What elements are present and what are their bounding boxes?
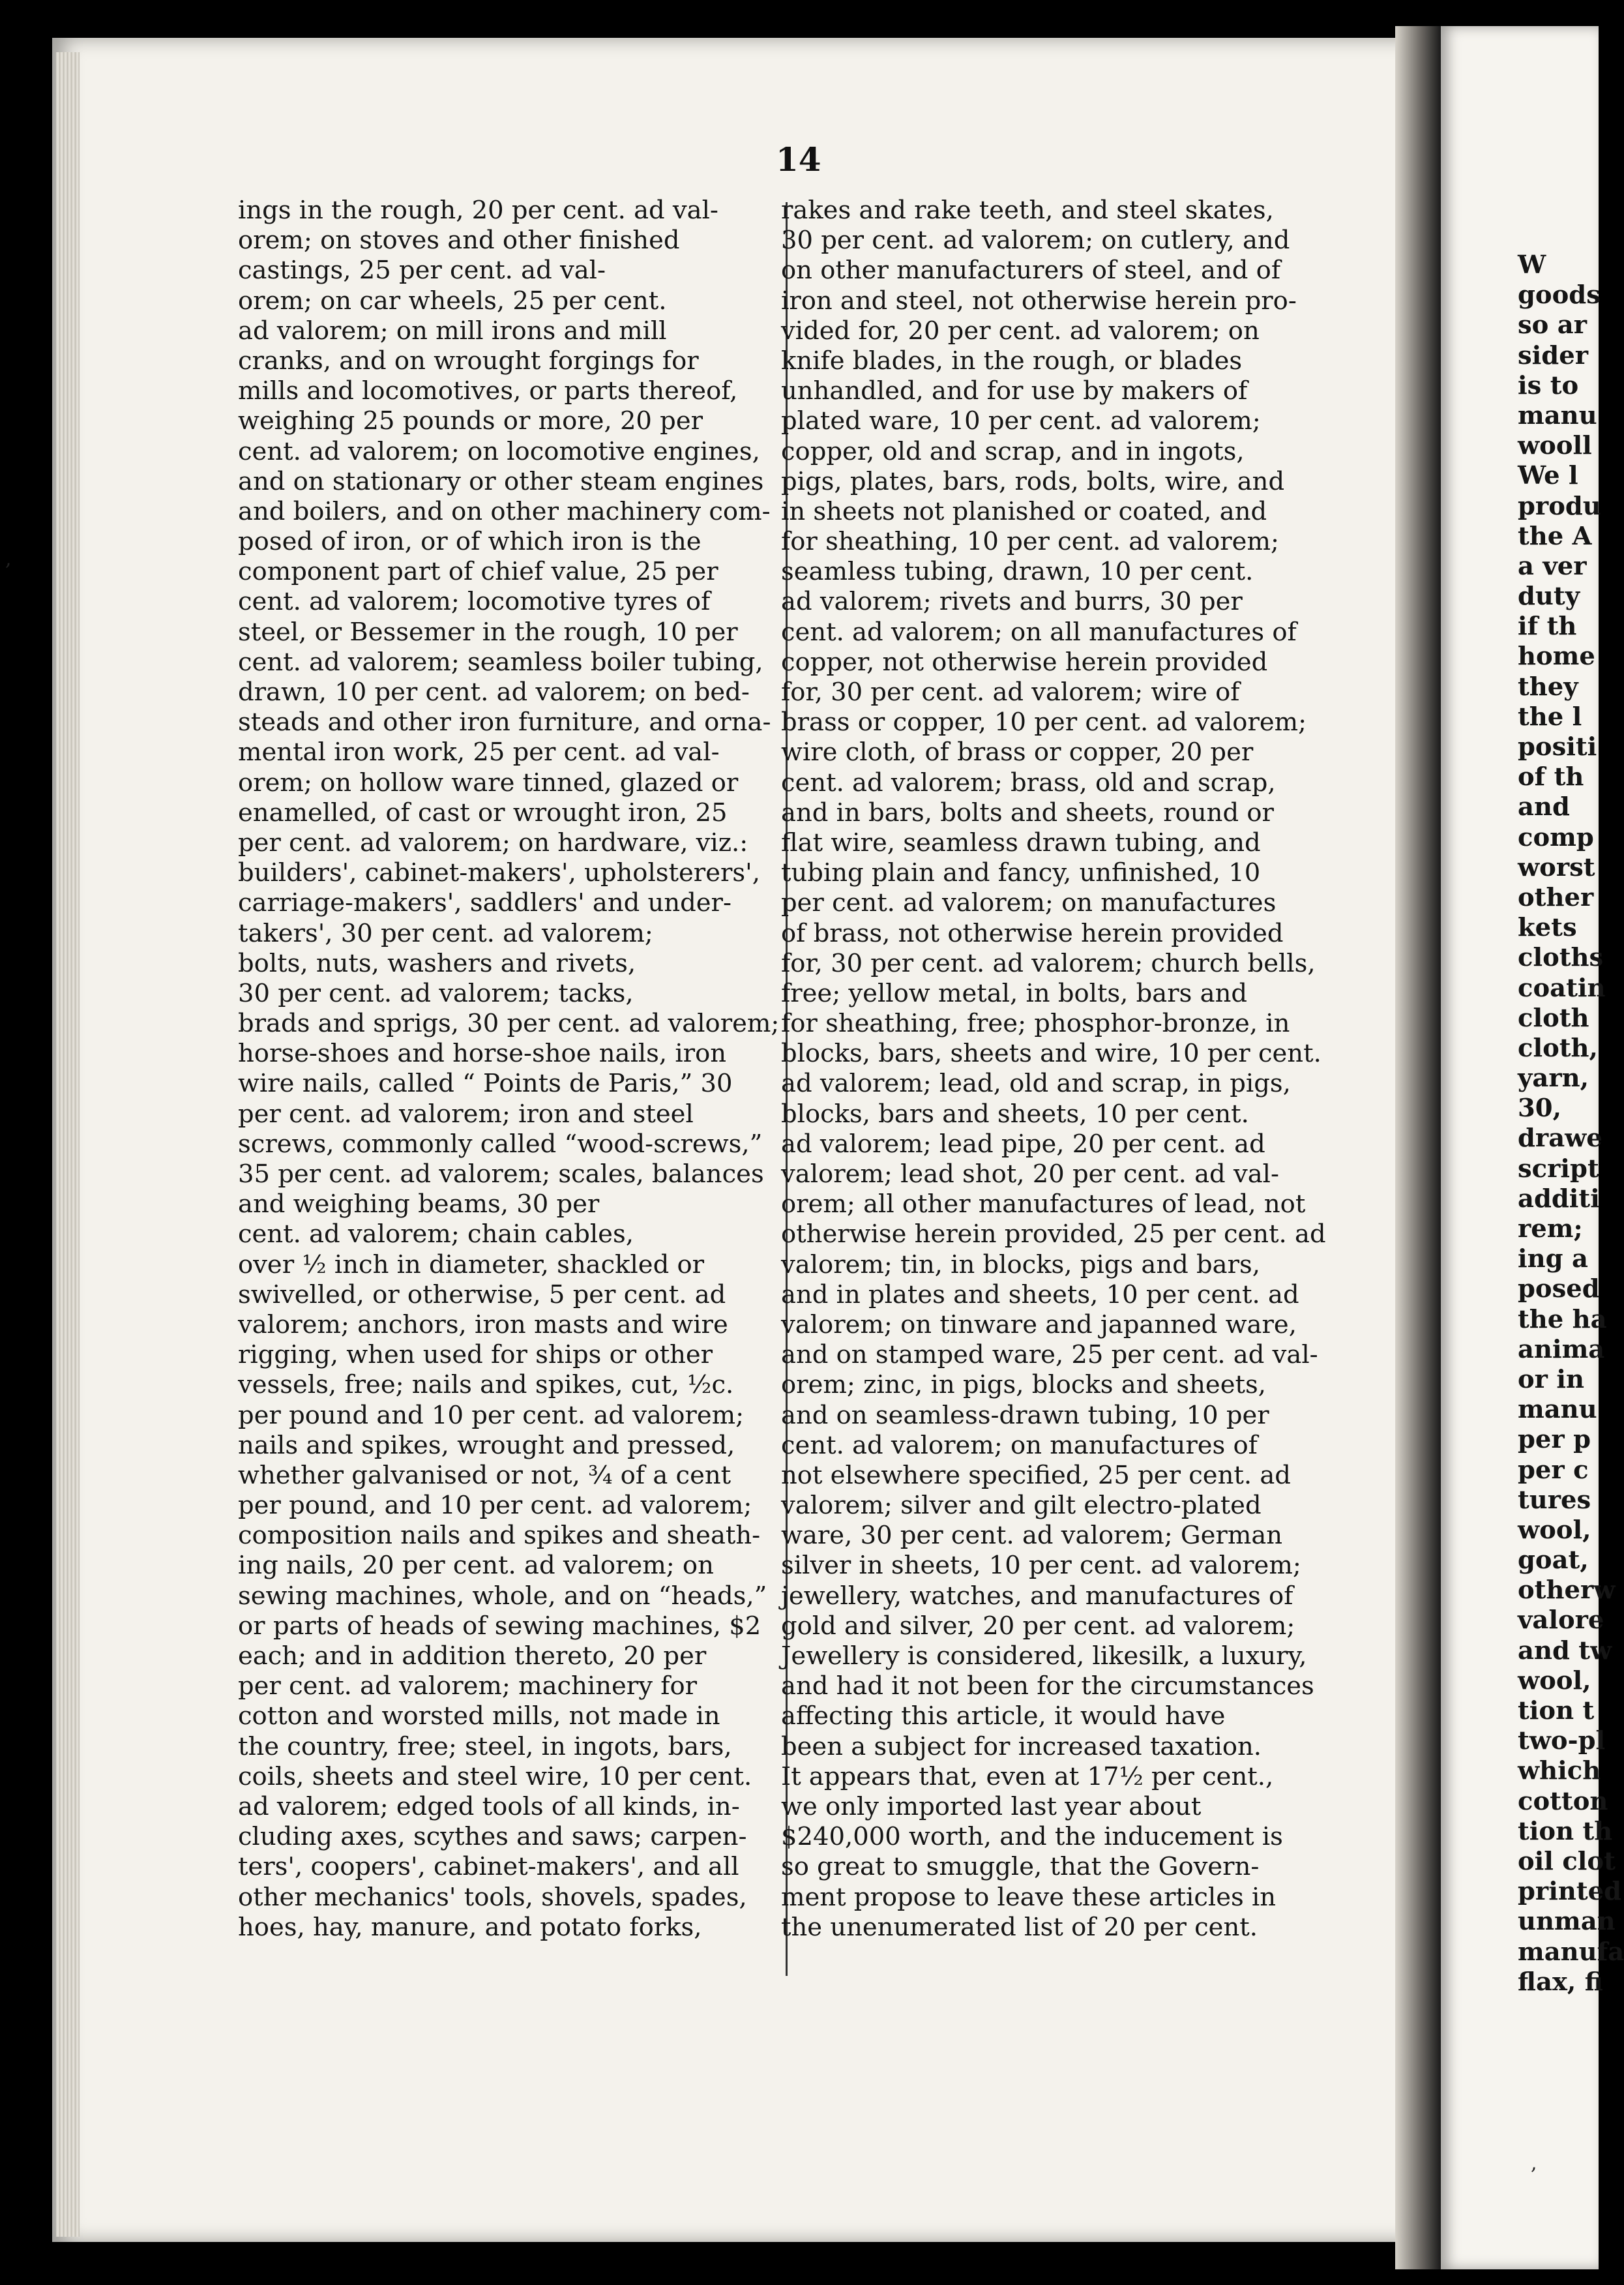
right-page-text-fragments bbox=[1518, 250, 1624, 1997]
text-line: vided for, 20 per cent. ad valorem; on bbox=[781, 316, 1260, 346]
text-line: mental iron work, 25 per cent. ad val- bbox=[238, 738, 720, 768]
text-line: wire nails, called “ Points de Paris,” 30 bbox=[238, 1069, 733, 1099]
text-fragment: comp bbox=[1518, 822, 1594, 852]
text-fragment: cotton bbox=[1518, 1786, 1608, 1816]
text-fragment: the A bbox=[1518, 521, 1592, 551]
text-line: orem; all other manufactures of lead, not bbox=[781, 1189, 1306, 1219]
text-fragment: tures bbox=[1518, 1485, 1591, 1515]
text-line: ad valorem; lead pipe, 20 per cent. ad bbox=[781, 1129, 1265, 1159]
text-fragment: two-pl bbox=[1518, 1726, 1606, 1756]
page-number: 14 bbox=[776, 140, 821, 179]
text-line: orem; on hollow ware tinned, glazed or bbox=[238, 768, 739, 798]
text-fragment: unman bbox=[1518, 1907, 1616, 1937]
text-line: mills and locomotives, or parts thereof, bbox=[238, 376, 738, 406]
text-line: ad valorem; rivets and burrs, 30 per bbox=[781, 587, 1243, 617]
text-line: on other manufacturers of steel, and of bbox=[781, 256, 1281, 286]
text-line: 35 per cent. ad valorem; scales, balances bbox=[238, 1159, 764, 1189]
text-line: so great to smuggle, that the Govern- bbox=[781, 1852, 1260, 1882]
text-line: per cent. ad valorem; on hardware, viz.: bbox=[238, 828, 748, 858]
text-line: posed of iron, or of which iron is the bbox=[238, 527, 701, 557]
text-line: per pound and 10 per cent. ad valorem; bbox=[238, 1400, 745, 1430]
middle-text-column bbox=[781, 196, 1326, 1943]
text-line: of brass, not otherwise herein provided bbox=[781, 918, 1284, 948]
text-fragment: oil clot bbox=[1518, 1846, 1616, 1876]
scan-speck: , bbox=[1531, 2152, 1537, 2175]
text-line: per cent. ad valorem; iron and steel bbox=[238, 1099, 694, 1129]
text-line: cent. ad valorem; seamless boiler tubing, bbox=[238, 647, 763, 677]
text-fragment: otherw bbox=[1518, 1576, 1616, 1605]
text-line: copper, old and scrap, and in ingots, bbox=[781, 436, 1245, 466]
text-fragment: posed bbox=[1518, 1274, 1600, 1304]
text-fragment: yarn, bbox=[1518, 1064, 1589, 1094]
text-line: screws, commonly called “wood-screws,” bbox=[238, 1129, 763, 1159]
text-fragment: other bbox=[1518, 882, 1594, 912]
text-line: and on stationary or other steam engines bbox=[238, 466, 764, 496]
text-fragment: W bbox=[1518, 250, 1546, 280]
text-fragment: flax, fi bbox=[1518, 1967, 1603, 1997]
text-fragment: printed bbox=[1518, 1877, 1622, 1907]
text-line: component part of chief value, 25 per bbox=[238, 557, 718, 587]
text-line: per pound, and 10 per cent. ad valorem; bbox=[238, 1491, 752, 1521]
text-line: rigging, when used for ships or other bbox=[238, 1340, 713, 1370]
text-line: cluding axes, scythes and saws; carpen- bbox=[238, 1822, 747, 1852]
text-fragment: 30, bbox=[1518, 1094, 1561, 1124]
text-line: ad valorem; on mill irons and mill bbox=[238, 316, 667, 346]
text-line: steads and other iron furniture, and orna- bbox=[238, 708, 771, 738]
text-line: Jewellery is considered, likesilk, a luxury, bbox=[781, 1641, 1307, 1671]
text-line: for sheathing, 10 per cent. ad valorem; bbox=[781, 527, 1279, 557]
text-line: valorem; lead shot, 20 per cent. ad val- bbox=[781, 1159, 1279, 1189]
text-line: brads and sprigs, 30 per cent. ad valorem; bbox=[238, 1009, 780, 1039]
text-line: takers', 30 per cent. ad valorem; bbox=[238, 918, 653, 948]
text-fragment: the l bbox=[1518, 702, 1582, 732]
text-fragment: so ar bbox=[1518, 310, 1587, 340]
text-line: hoes, hay, manure, and potato forks, bbox=[238, 1912, 702, 1942]
text-fragment: of th bbox=[1518, 762, 1584, 792]
text-fragment: is to bbox=[1518, 370, 1579, 400]
text-line: ad valorem; lead, old and scrap, in pigs, bbox=[781, 1069, 1291, 1099]
text-fragment: coatin bbox=[1518, 973, 1606, 1003]
text-line: not elsewhere specified, 25 per cent. ad bbox=[781, 1460, 1291, 1490]
text-line: ing nails, 20 per cent. ad valorem; on bbox=[238, 1551, 714, 1581]
text-line: ad valorem; edged tools of all kinds, in- bbox=[238, 1791, 740, 1821]
text-fragment: per c bbox=[1518, 1455, 1589, 1485]
text-line: orem; zinc, in pigs, blocks and sheets, bbox=[781, 1370, 1266, 1400]
text-line: orem; on stoves and other finished bbox=[238, 226, 680, 256]
text-line: been a subject for increased taxation. bbox=[781, 1731, 1262, 1761]
text-fragment: script bbox=[1518, 1154, 1599, 1184]
text-fragment: ing a bbox=[1518, 1244, 1588, 1274]
text-line: 30 per cent. ad valorem; on cutlery, and bbox=[781, 226, 1290, 256]
text-line: steel, or Bessemer in the rough, 10 per bbox=[238, 617, 738, 647]
text-line: horse-shoes and horse-shoe nails, iron bbox=[238, 1039, 727, 1069]
text-fragment: duty bbox=[1518, 582, 1580, 612]
text-line: silver in sheets, 10 per cent. ad valorem; bbox=[781, 1551, 1301, 1581]
text-fragment: cloth, bbox=[1518, 1033, 1598, 1063]
text-line: cent. ad valorem; locomotive tyres of bbox=[238, 587, 711, 617]
text-line: sewing machines, whole, and on “heads,” bbox=[238, 1581, 767, 1611]
book-gutter bbox=[1395, 26, 1441, 2269]
text-fragment: worst bbox=[1518, 852, 1595, 882]
text-line: cent. ad valorem; on manufactures of bbox=[781, 1430, 1258, 1460]
text-fragment: the ha bbox=[1518, 1304, 1607, 1334]
text-fragment: goat, bbox=[1518, 1546, 1589, 1576]
page-edges bbox=[56, 52, 80, 2237]
text-line: free; yellow metal, in bolts, bars and bbox=[781, 978, 1248, 1008]
text-line: vessels, free; nails and spikes, cut, ½c. bbox=[238, 1370, 734, 1400]
text-line: unhandled, and for use by makers of bbox=[781, 376, 1248, 406]
text-line: for, 30 per cent. ad valorem; church bells, bbox=[781, 948, 1316, 978]
text-fragment: and tw bbox=[1518, 1635, 1612, 1665]
text-line: and on seamless-drawn tubing, 10 per bbox=[781, 1400, 1269, 1430]
text-line: enamelled, of cast or wrought iron, 25 bbox=[238, 798, 728, 828]
text-fragment: tion t bbox=[1518, 1696, 1595, 1725]
text-line: composition nails and spikes and sheath- bbox=[238, 1521, 761, 1551]
text-line: valorem; anchors, iron masts and wire bbox=[238, 1309, 728, 1339]
text-line: castings, 25 per cent. ad val- bbox=[238, 256, 606, 286]
text-fragment: wooll bbox=[1518, 431, 1592, 461]
text-line: each; and in addition thereto, 20 per bbox=[238, 1641, 707, 1671]
text-fragment: manu bbox=[1518, 400, 1597, 430]
text-line: orem; on car wheels, 25 per cent. bbox=[238, 286, 667, 316]
text-line: the unenumerated list of 20 per cent. bbox=[781, 1912, 1258, 1942]
text-fragment: cloths bbox=[1518, 943, 1604, 973]
text-fragment: wool, bbox=[1518, 1515, 1591, 1545]
text-line: or parts of heads of sewing machines, $2 bbox=[238, 1611, 761, 1641]
text-fragment: manu bbox=[1518, 1395, 1597, 1425]
text-fragment: sider bbox=[1518, 340, 1588, 370]
text-line: ters', coopers', cabinet-makers', and all bbox=[238, 1852, 739, 1882]
text-line: we only imported last year about bbox=[781, 1791, 1202, 1821]
text-line: cent. ad valorem; on all manufactures of bbox=[781, 617, 1297, 647]
text-line: jewellery, watches, and manufactures of bbox=[781, 1581, 1293, 1611]
text-line: over ½ inch in diameter, shackled or bbox=[238, 1249, 705, 1279]
text-fragment: or in bbox=[1518, 1364, 1584, 1394]
text-fragment: manufa bbox=[1518, 1937, 1624, 1967]
text-line: knife blades, in the rough, or blades bbox=[781, 346, 1243, 376]
text-line: valorem; silver and gilt electro-plated bbox=[781, 1491, 1262, 1521]
text-line: in sheets not planished or coated, and bbox=[781, 496, 1267, 526]
text-fragment: rem; bbox=[1518, 1214, 1583, 1244]
text-line: cranks, and on wrought forgings for bbox=[238, 346, 699, 376]
text-line: ment propose to leave these articles in bbox=[781, 1882, 1277, 1912]
text-fragment: home bbox=[1518, 642, 1595, 672]
text-fragment: anima bbox=[1518, 1334, 1605, 1364]
text-line: wire cloth, of brass or copper, 20 per bbox=[781, 738, 1254, 768]
text-line: and on stamped ware, 25 per cent. ad val- bbox=[781, 1340, 1318, 1370]
text-line: blocks, bars, sheets and wire, 10 per cent. bbox=[781, 1039, 1321, 1069]
text-fragment: they bbox=[1518, 672, 1578, 702]
text-line: other mechanics' tools, shovels, spades, bbox=[238, 1882, 747, 1912]
text-line: valorem; tin, in blocks, pigs and bars, bbox=[781, 1249, 1260, 1279]
text-line: flat wire, seamless drawn tubing, and bbox=[781, 828, 1261, 858]
text-line: swivelled, or otherwise, 5 per cent. ad bbox=[238, 1279, 726, 1309]
text-fragment: produ bbox=[1518, 491, 1601, 521]
text-fragment: positi bbox=[1518, 732, 1597, 762]
text-fragment: tion th bbox=[1518, 1816, 1613, 1846]
text-fragment: and bbox=[1518, 792, 1570, 822]
text-line: for sheathing, free; phosphor-bronze, in bbox=[781, 1009, 1290, 1039]
text-fragment: We l bbox=[1518, 461, 1578, 491]
text-fragment: additi bbox=[1518, 1184, 1600, 1214]
text-line: copper, not otherwise herein provided bbox=[781, 647, 1268, 677]
text-line: and had it not been for the circumstances bbox=[781, 1671, 1314, 1701]
text-line: bolts, nuts, washers and rivets, bbox=[238, 948, 636, 978]
text-line: plated ware, 10 per cent. ad valorem; bbox=[781, 406, 1261, 436]
text-line: cent. ad valorem; chain cables, bbox=[238, 1219, 634, 1249]
text-fragment: kets bbox=[1518, 913, 1577, 943]
text-line: and in bars, bolts and sheets, round or bbox=[781, 798, 1274, 828]
scan-speck: , bbox=[5, 548, 12, 571]
text-line: cent. ad valorem; on locomotive engines, bbox=[238, 436, 760, 466]
text-fragment: per p bbox=[1518, 1425, 1591, 1455]
text-line: cent. ad valorem; brass, old and scrap, bbox=[781, 768, 1276, 798]
text-line: carriage-makers', saddlers' and under- bbox=[238, 888, 731, 918]
text-fragment: valore bbox=[1518, 1605, 1604, 1635]
text-line: ings in the rough, 20 per cent. ad val- bbox=[238, 196, 718, 225]
text-line: weighing 25 pounds or more, 20 per bbox=[238, 406, 703, 436]
text-line: whether galvanised or not, ¾ of a cent bbox=[238, 1460, 731, 1490]
text-line: nails and spikes, wrought and pressed, bbox=[238, 1430, 735, 1460]
text-line: gold and silver, 20 per cent. ad valorem; bbox=[781, 1611, 1295, 1641]
text-line: It appears that, even at 17½ per cent., bbox=[781, 1761, 1274, 1791]
text-line: builders', cabinet-makers', upholsterers', bbox=[238, 858, 760, 888]
text-line: 30 per cent. ad valorem; tacks, bbox=[238, 978, 634, 1008]
text-line: otherwise herein provided, 25 per cent. ad bbox=[781, 1219, 1326, 1249]
text-line: affecting this article, it would have bbox=[781, 1701, 1226, 1731]
text-fragment: drawe bbox=[1518, 1124, 1602, 1154]
text-line: drawn, 10 per cent. ad valorem; on bed- bbox=[238, 678, 750, 707]
text-line: blocks, bars and sheets, 10 per cent. bbox=[781, 1099, 1249, 1129]
text-line: valorem; on tinware and japanned ware, bbox=[781, 1309, 1297, 1339]
text-line: for, 30 per cent. ad valorem; wire of bbox=[781, 678, 1240, 707]
text-line: $240,000 worth, and the inducement is bbox=[781, 1822, 1283, 1852]
left-text-column bbox=[238, 196, 782, 1943]
text-line: the country, free; steel, in ingots, bars, bbox=[238, 1731, 732, 1761]
text-line: and boilers, and on other machinery com- bbox=[238, 496, 771, 526]
text-fragment: wool, bbox=[1518, 1665, 1591, 1695]
text-line: and in plates and sheets, 10 per cent. ad bbox=[781, 1279, 1299, 1309]
text-line: per cent. ad valorem; machinery for bbox=[238, 1671, 698, 1701]
text-fragment: cloth bbox=[1518, 1003, 1589, 1033]
text-fragment: a ver bbox=[1518, 551, 1587, 581]
text-line: seamless tubing, drawn, 10 per cent. bbox=[781, 557, 1254, 587]
text-line: coils, sheets and steel wire, 10 per cent. bbox=[238, 1761, 752, 1791]
text-line: and weighing beams, 30 per bbox=[238, 1189, 600, 1219]
text-fragment: if th bbox=[1518, 612, 1577, 642]
text-fragment: goods bbox=[1518, 280, 1601, 310]
text-line: brass or copper, 10 per cent. ad valorem; bbox=[781, 708, 1307, 738]
text-line: tubing plain and fancy, unfinished, 10 bbox=[781, 858, 1261, 888]
text-line: rakes and rake teeth, and steel skates, bbox=[781, 196, 1274, 225]
text-line: per cent. ad valorem; on manufactures bbox=[781, 888, 1277, 918]
text-line: iron and steel, not otherwise herein pro- bbox=[781, 286, 1297, 316]
text-line: ware, 30 per cent. ad valorem; German bbox=[781, 1521, 1283, 1551]
text-line: pigs, plates, bars, rods, bolts, wire, and bbox=[781, 466, 1285, 496]
text-line: cotton and worsted mills, not made in bbox=[238, 1701, 720, 1731]
text-fragment: which bbox=[1518, 1756, 1601, 1786]
